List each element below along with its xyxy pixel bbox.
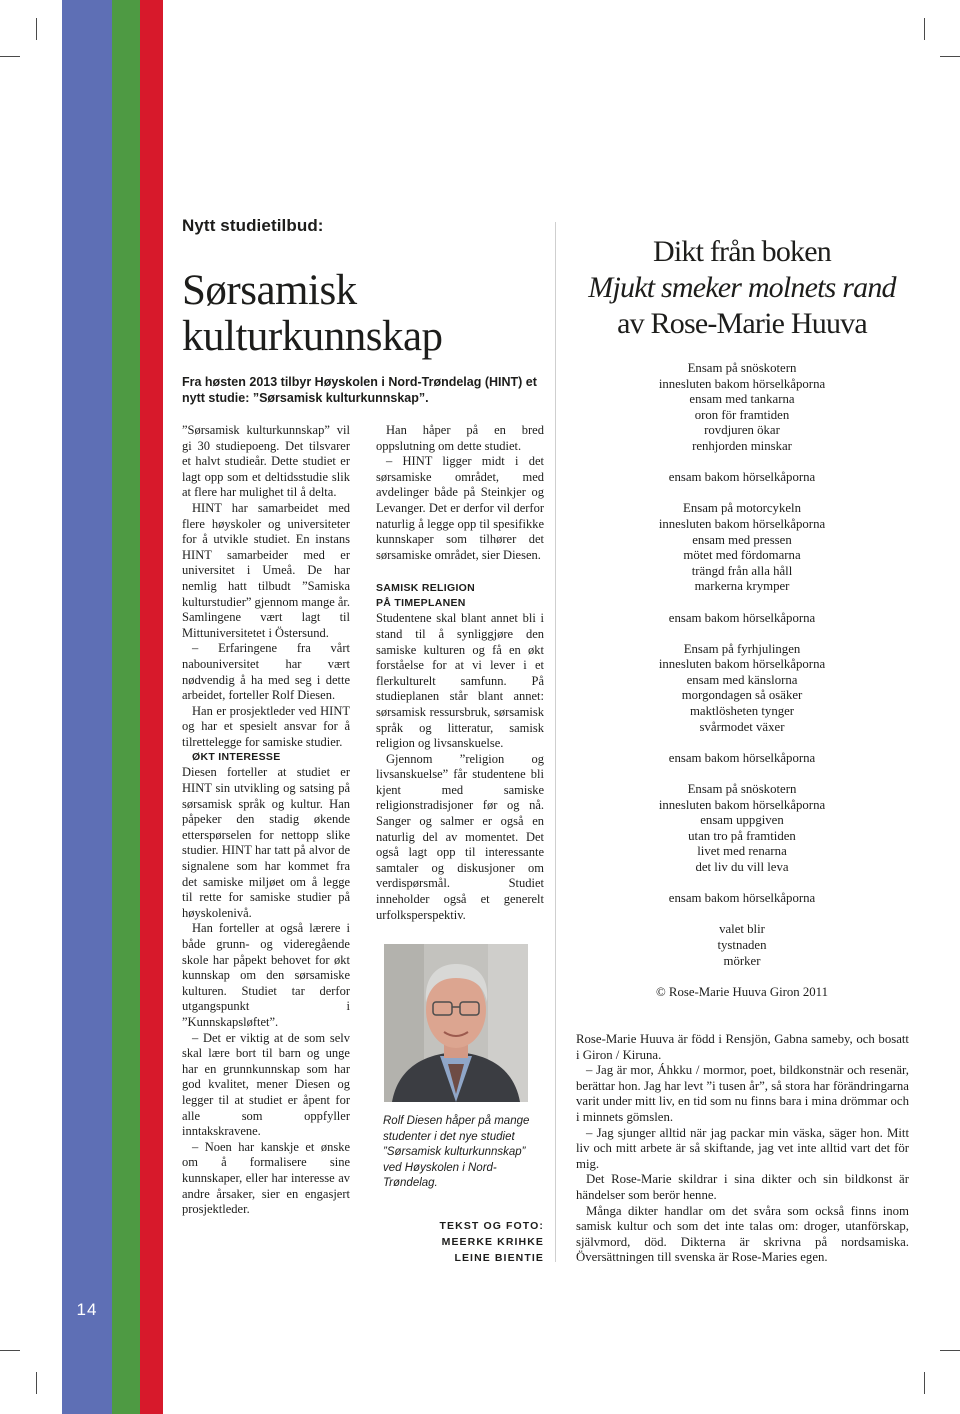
poem-line: mörker: [723, 953, 761, 968]
poem-stanza: [576, 642, 908, 736]
poem-stanza: [576, 501, 908, 595]
page-number: 14: [76, 1300, 98, 1319]
paragraph: HINT har samarbeidet med flere høyskoler og universiteter for å utvikle studiet. En instans HINT samarbeider med er universitet i Umeå. De har nemlig hatt tilbudt ”Samiska kulturstudier” gjennom mange år. Samlingene vært lagt til Mittuniversitetet i Östersund.: [182, 500, 351, 640]
article-column-1: [182, 423, 350, 1218]
crop-mark: [36, 1372, 37, 1394]
photo-caption: Rolf Diesen håper på mange studenter i det nye studiet ”Sørsamisk kulturkunnskap” ved Høyskolen i Nord-Trøndelag.: [383, 1115, 530, 1189]
poem-stanza: [576, 891, 908, 907]
crop-mark: [0, 56, 20, 57]
poem-line: Ensam på snöskotern: [687, 782, 797, 797]
poem-body: [576, 361, 908, 1001]
paragraph: ”Sørsamisk kulturkunnskap” vil gi 30 studiepoeng. Det tilsvarer et halvt studieår. Dette studiet er lagt opp som et deltidsstudie slik at flere har mulighet til å delta.: [182, 423, 350, 500]
poem-stanza: [576, 782, 908, 876]
poem-line: ensam bakom hörselkåporna: [668, 750, 816, 765]
poem-line: innesluten bakom hörselkåporna: [658, 516, 826, 531]
crop-mark: [940, 56, 960, 57]
lede-line: nytt studie: ”Sørsamisk kulturkunnskap”.: [182, 391, 429, 405]
poem-line: tystnaden: [717, 937, 767, 952]
stripe-green: [112, 0, 140, 1414]
poem-line: ensam bakom hörselkåporna: [668, 470, 816, 485]
paragraph: Diesen forteller at studiet er HINT sin utvikling og satsing på sørsamisk språk og kultur. Han påpeker den stadig økende etterspørselen for nettopp slike studier. HINT har tatt på alvor de signalene som har kommet fra det samiske miljøet om å legge til rette for samiske studier på høyskolenivå.: [182, 765, 350, 920]
poem-stanza: [576, 751, 908, 767]
paragraph: – Noen har kanskje et ønske om å formalisere sine kunnskaper, eller har interesse av andre årsaker, sier en engasjert prosjektleder.: [182, 1139, 350, 1217]
paragraph: – Det er viktig at de som selv skal lære bort til barn og unge har en grunnkunnskap som har god kvalitet, mener Diesen og legger til at studiet er åpent for alle som oppfyller inntakskravene.: [182, 1030, 350, 1139]
paragraph: Han forteller at også lærere i både grunn- og videregående skole har påpekt behovet for økt kunnskap om den sørsamiske kulturen. Studiet tar derfor utgangspunkt i ”Kunnskapsløftet”.: [182, 921, 350, 1029]
paragraph: – HINT ligger midt i det sørsamiske området, med avdelinger både på Steinkjer og Levanger. Det er derfor vil derfor naturlig å legge opp til spesifikke kunnskaper som tilhører det sørsamiske området, sier Diesen.: [376, 454, 544, 562]
poem-line: ensam med pressen: [692, 532, 792, 547]
lede-line: Fra høsten 2013 tilbyr Høyskolen i Nord-Trøndelag (HINT) et: [182, 375, 537, 389]
crop-mark: [940, 1350, 960, 1351]
article-credit: [420, 1218, 544, 1266]
poem-stanza: [576, 611, 908, 627]
paragraph: Han håper på en bred oppslutning om dette studiet.: [376, 423, 544, 453]
poem-stanza: [576, 922, 908, 969]
crop-mark: [0, 1350, 20, 1351]
poem-heading-line: Dikt från boken: [653, 235, 831, 268]
poem-line: maktlösheten tynger: [689, 704, 795, 719]
poem-line: mötet med fördomarna: [683, 548, 801, 563]
headline-line: kulturkunnskap: [182, 313, 443, 360]
credit-line: MEERKE KRIHKE: [441, 1236, 544, 1248]
poem-line: ensam bakom hörselkåporna: [668, 891, 816, 906]
paragraph: – Jag är mor, Áhkku / mormor, poet, bildkonstnär och resenär, berättar hon. Jag har levt ”i tusen år”, så stora har förändringarna varit under mitt liv, en tid som nu finns bara i mina drömmar och i minnets gömslen.: [576, 1063, 909, 1124]
poem-line: ensam uppgiven: [700, 813, 784, 828]
poem-line: trängd från alla håll: [691, 563, 793, 578]
book-title: Mjukt smeker molnets rand: [588, 271, 896, 304]
subheading-line: SAMISK RELIGION: [376, 582, 476, 595]
poem-line: Ensam på snöskotern: [687, 361, 797, 375]
poem-line: oron för framtiden: [694, 407, 790, 422]
stripe-red: [140, 0, 163, 1414]
paragraph: Han er prosjektleder ved HINT og har et spesielt ansvar for å tilrettelegge for samiske studier.: [182, 703, 350, 749]
article-headline: [182, 268, 562, 360]
poem-line: livet med renarna: [697, 844, 787, 859]
poem-line: valet blir: [719, 922, 765, 937]
credit-line: LEINE BIENTIE: [454, 1252, 544, 1264]
poem-stanza: [576, 470, 908, 486]
poem-line: innesluten bakom hörselkåporna: [658, 376, 826, 391]
poem-author-line: av Rose-Marie Huuva: [617, 307, 867, 340]
subheading: ØKT INTERESSE: [192, 751, 281, 764]
poem-line: ensam bakom hörselkåporna: [668, 610, 816, 625]
paragraph: Det Rose-Marie skildrar i sina dikter och sin bildkonst är händelser som berör henne.: [576, 1172, 909, 1202]
portrait-illustration: [384, 944, 528, 1102]
paragraph: Många dikter handlar om det svåra som också finns inom samisk kultur och som det inte talas om: droger, utanförskap, självmord, död. Dikterna är skrivna på nordsamiska. Översättningen till svenska är Rose-Maries egen.: [576, 1203, 909, 1265]
poem-stanza: [576, 361, 908, 455]
crop-mark: [924, 18, 925, 40]
author-bio: [576, 1032, 909, 1266]
poem-line: Ensam på fyrhjulingen: [683, 641, 801, 656]
paragraph: – Jag sjunger alltid när jag packar min väska, säger hon. Mitt liv och mitt arbete är så skiftande, jag vet inte alltid vart det för mig.: [576, 1125, 909, 1171]
poem-line: utan tro på framtiden: [688, 828, 796, 843]
poem-line: Ensam på motorcykeln: [683, 501, 801, 516]
article-kicker: Nytt studietilbud:: [182, 216, 324, 235]
stripe-blue: [62, 0, 112, 1414]
paragraph: Rose-Marie Huuva är född i Rensjön, Gabna sameby, och bosatt i Giron / Kiruna.: [576, 1032, 909, 1062]
paragraph: Gjennom ”religion og livsanskuelse” får studentene bli kjent med samiske religionstradisjoner før og nå. Sanger og salmer er også en naturlig del av momentet. Det også lagt opp til interessante samtaler og diskusjoner om verdispørsmål. Studiet inneholder også et generelt urfolksperspektiv.: [376, 751, 544, 922]
poem-line: innesluten bakom hörselkåporna: [658, 657, 826, 672]
subheading-line: PÅ TIMEPLANEN: [376, 597, 466, 610]
poem-line: det liv du vill leva: [695, 860, 789, 874]
poem-line: svårmodet växer: [699, 719, 785, 734]
article-column-2: [376, 423, 544, 923]
poem-heading: [576, 234, 908, 342]
poem-line: ensam med känslorna: [686, 672, 798, 687]
credit-line: TEKST OG FOTO:: [439, 1220, 544, 1232]
crop-mark: [36, 18, 37, 40]
subheading: [376, 581, 544, 611]
poem-line: innesluten bakom hörselkåporna: [658, 797, 826, 812]
column-divider: [555, 222, 556, 1262]
poem-line: ensam med tankarna: [689, 392, 795, 407]
poem-copyright: © Rose-Marie Huuva Giron 2011: [655, 985, 829, 1000]
crop-mark: [924, 1372, 925, 1394]
portrait-photo: [384, 944, 528, 1102]
paragraph: Studentene skal blant annet bli i stand til å synliggjøre den samiske kulturen og få en økt forståelse for at vi lever i et flerkulturelt samfunn. På studieplanen står blant annet: sørsamisk ressursbruk, sørsamisk språk og litteratur, samisk religion og livsanskuelse.: [376, 611, 544, 751]
poem-line: renhjorden minskar: [692, 438, 792, 453]
paragraph: – Erfaringene fra vårt nabouniversitet har vært nødvendig å ha med seg i dette arbeidet, forteller Rolf Diesen.: [182, 641, 350, 703]
poem-line: morgondagen så osäker: [681, 688, 803, 703]
poem-line: rovdjuren ökar: [704, 423, 780, 438]
poem-line: markerna krymper: [694, 579, 790, 594]
headline-line: Sørsamisk: [182, 267, 357, 314]
article-lede: [182, 374, 552, 406]
